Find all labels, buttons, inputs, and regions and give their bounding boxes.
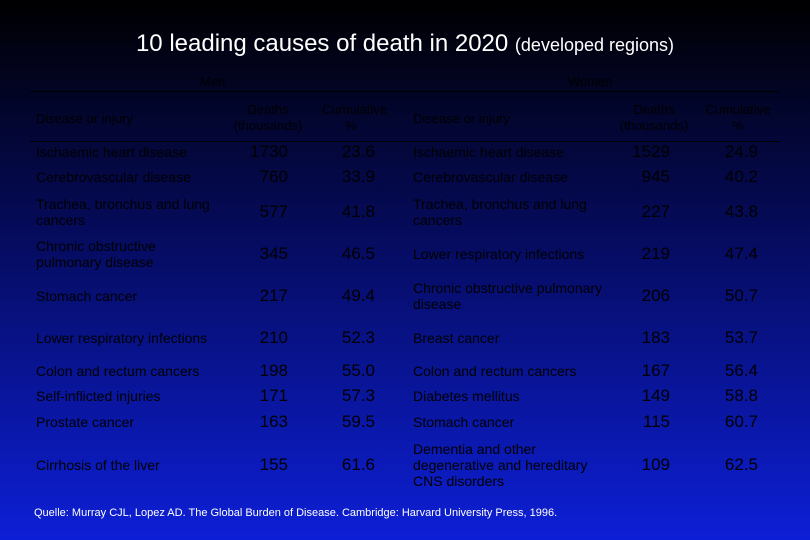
cumulative-cell: 55.0 bbox=[341, 361, 375, 380]
men-header-deaths: Deaths (thousands) bbox=[233, 102, 303, 133]
cumulative-cell: 59.5 bbox=[341, 412, 375, 431]
cumulative-cell: 23.6 bbox=[341, 142, 375, 161]
disease-cell: Lower respiratory infections bbox=[413, 246, 585, 262]
cumulative-cell: 40.2 bbox=[724, 167, 758, 186]
deaths-cell: 945 bbox=[641, 167, 670, 186]
source-citation: Quelle: Murray CJL, Lopez AD. The Global Burden of Disease. Cambridge: Harvard University Press, 1996. bbox=[34, 507, 558, 519]
cumulative-cell: 33.9 bbox=[341, 167, 375, 186]
men-header-disease: Disease or injury bbox=[36, 111, 133, 126]
cumulative-cell: 47.4 bbox=[724, 244, 758, 263]
disease-cell: Trachea, bronchus and lung cancers bbox=[36, 196, 210, 228]
group-women-label: Women bbox=[568, 74, 613, 89]
page-title bbox=[0, 30, 810, 58]
deaths-cell: 1529 bbox=[632, 142, 670, 161]
deaths-cell: 198 bbox=[259, 361, 288, 380]
deaths-cell: 577 bbox=[259, 202, 288, 221]
cumulative-cell: 57.3 bbox=[341, 386, 375, 405]
deaths-cell: 1730 bbox=[250, 142, 288, 161]
disease-cell: Cerebrovascular disease bbox=[413, 169, 568, 185]
header-top-rule bbox=[30, 91, 780, 92]
men-header-cumulative: Cumulative % bbox=[322, 102, 388, 133]
cumulative-cell: 41.8 bbox=[341, 202, 375, 221]
women-header-disease: Disease or injury bbox=[413, 111, 510, 126]
disease-cell: Colon and rectum cancers bbox=[36, 363, 200, 379]
disease-cell: Colon and rectum cancers bbox=[413, 363, 577, 379]
deaths-cell: 345 bbox=[259, 244, 288, 263]
cumulative-cell: 50.7 bbox=[724, 286, 758, 305]
cumulative-cell: 52.3 bbox=[341, 328, 375, 347]
cumulative-cell: 60.7 bbox=[724, 412, 758, 431]
deaths-cell: 183 bbox=[641, 328, 670, 347]
disease-cell: Lower respiratory infections bbox=[36, 330, 208, 346]
disease-cell: Self-inflicted injuries bbox=[36, 388, 161, 404]
disease-cell: Stomach cancer bbox=[413, 414, 515, 430]
disease-cell: Diabetes mellitus bbox=[413, 388, 520, 404]
title-subtitle: (developed regions) bbox=[514, 35, 675, 55]
disease-cell: Breast cancer bbox=[413, 330, 500, 346]
deaths-cell: 210 bbox=[259, 328, 288, 347]
disease-cell: Cirrhosis of the liver bbox=[36, 457, 160, 473]
disease-cell: Cerebrovascular disease bbox=[36, 169, 191, 185]
deaths-cell: 149 bbox=[641, 386, 670, 405]
women-header-deaths: Deaths (thousands) bbox=[619, 102, 689, 133]
cumulative-cell: 61.6 bbox=[341, 455, 375, 474]
cumulative-cell: 49.4 bbox=[341, 286, 375, 305]
deaths-cell: 163 bbox=[259, 412, 288, 431]
disease-cell: Stomach cancer bbox=[36, 288, 138, 304]
women-header-cumulative: Cumulative % bbox=[705, 102, 771, 133]
disease-cell: Prostate cancer bbox=[36, 414, 135, 430]
deaths-cell: 219 bbox=[641, 244, 670, 263]
deaths-cell: 109 bbox=[641, 455, 670, 474]
disease-cell: Trachea, bronchus and lung cancers bbox=[413, 196, 587, 228]
title-main: 10 leading causes of death in 2020 bbox=[135, 30, 509, 57]
cumulative-cell: 24.9 bbox=[724, 142, 758, 161]
deaths-cell: 171 bbox=[259, 386, 288, 405]
deaths-cell: 155 bbox=[259, 455, 288, 474]
deaths-cell: 760 bbox=[259, 167, 288, 186]
cumulative-cell: 53.7 bbox=[724, 328, 758, 347]
cumulative-cell: 46.5 bbox=[341, 244, 375, 263]
disease-cell: Ischaemic heart disease bbox=[413, 144, 564, 160]
cumulative-cell: 43.8 bbox=[724, 202, 758, 221]
disease-cell: Dementia and other degenerative and hereditary CNS disorders bbox=[413, 441, 588, 489]
cumulative-cell: 62.5 bbox=[724, 455, 758, 474]
deaths-cell: 217 bbox=[259, 286, 288, 305]
cumulative-cell: 58.8 bbox=[724, 386, 758, 405]
deaths-cell: 115 bbox=[642, 412, 670, 431]
deaths-cell: 206 bbox=[641, 286, 670, 305]
cumulative-cell: 56.4 bbox=[724, 361, 758, 380]
disease-cell: Ischaemic heart disease bbox=[36, 144, 187, 160]
group-men-label: Men bbox=[200, 74, 226, 89]
deaths-cell: 167 bbox=[641, 361, 670, 380]
disease-cell: Chronic obstructive pulmonary disease bbox=[413, 280, 603, 312]
deaths-cell: 227 bbox=[641, 202, 670, 221]
disease-cell: Chronic obstructive pulmonary disease bbox=[36, 238, 156, 270]
